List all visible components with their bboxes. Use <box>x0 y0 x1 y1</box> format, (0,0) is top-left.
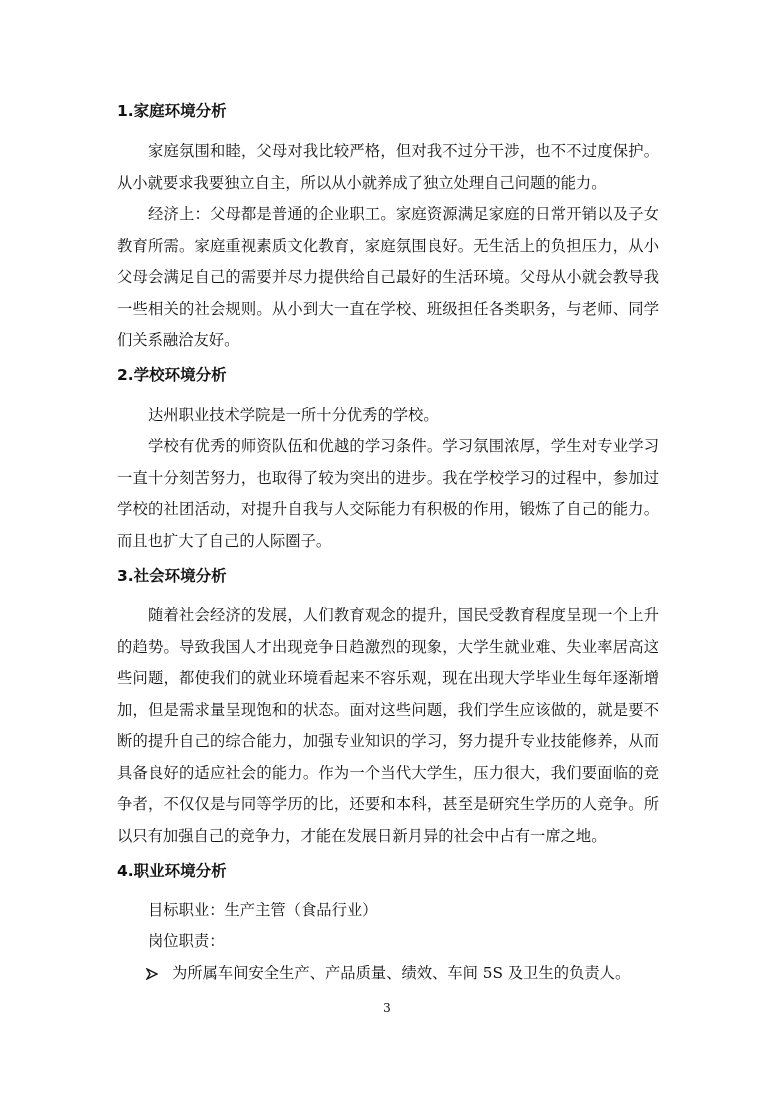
paragraph-school-conditions: 学校有优秀的师资队伍和优越的学习条件。学习氛围浓厚，学生对专业学习一直十分刻苦努力，也取得了较为突出的进步。我在学校学习的过程中，参加过学校的社团活动，对提升自我与人交际能力有积极的作用，锻炼了自己的能力。而且也扩大了自己的人际圈子。 <box>117 437 659 550</box>
section-heading-family: 1.家庭环境分析 <box>117 102 227 120</box>
bullet-text: 为所属车间安全生产、产品质量、绩效、车间 5S 及卫生的负责人。 <box>172 964 631 982</box>
job-duties-label: 岗位职责： <box>148 932 225 950</box>
paragraph-family-economy: 经济上：父母都是普通的企业职工。家庭资源满足家庭的日常开销以及子女教育所需。家庭重视素质文化教育，家庭氛围良好。无生活上的负担压力，从小父母会满足自己的需要并尽力提供给自己最好的生活环境。父母从小就会教导我一些相关的社会规则。从小到大一直在学校、班级担任各类职务，与老师、同学们关系融洽友好。 <box>117 205 659 349</box>
section-heading-school: 2.学校环境分析 <box>117 366 227 384</box>
arrow-bullet-icon <box>146 966 158 978</box>
paragraph-society: 随着社会经济的发展，人们教育观念的提升，国民受教育程度呈现一个上升的趋势。导致我国人才出现竞争日趋激烈的现象，大学生就业难、失业率居高这些问题，都使我们的就业环境看起来不容乐观，现在出现大学毕业生每年逐渐增加，但是需求量呈现饱和的状态。面对这些问题，我们学生应该做的，就是要不断的提升自己的综合能力，加强专业知识的学习，努力提升专业技能修养，从而具备良好的适应社会的能力。作为一个当代大学生，压力很大，我们要面临的竞争者，不仅仅是与同等学历的比，还要和本科，甚至是研究生学历的人竞争。所以只有加强自己的竞争力，才能在发展日新月异的社会中占有一席之地。 <box>117 606 659 845</box>
paragraph-school-intro: 达州职业技术学院是一所十分优秀的学校。 <box>148 406 439 424</box>
section-heading-career: 4.职业环境分析 <box>117 862 227 880</box>
target-career-line: 目标职业：生产主管（食品行业） <box>148 901 378 919</box>
section-heading-society: 3.社会环境分析 <box>117 567 227 585</box>
paragraph-family-atmosphere: 家庭氛围和睦，父母对我比较严格，但对我不过分干涉，也不不过度保护。从小就要求我要独立自主，所以从小就养成了独立处理自己问题的能力。 <box>117 142 659 192</box>
page-number: 3 <box>383 1001 391 1015</box>
bullet-item <box>146 961 630 983</box>
